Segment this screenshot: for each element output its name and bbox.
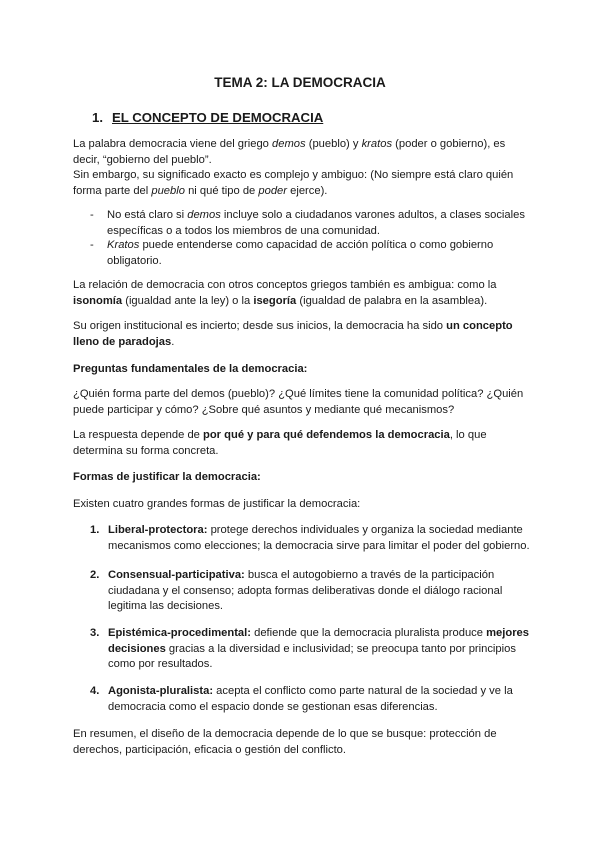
term-demos: demos	[272, 138, 306, 150]
text-run: La relación de democracia con otros conceptos griegos también es ambigua: como la	[73, 279, 497, 291]
paragraph-intro-forms: Existen cuatro grandes formas de justificar la democracia:	[73, 498, 361, 510]
text-run: La respuesta depende de	[73, 429, 204, 441]
page-title: TEMA 2: LA DEMOCRACIA	[214, 75, 386, 90]
text-run: defiende que la democracia pluralista produce	[251, 627, 487, 639]
form-item	[90, 684, 530, 715]
paragraph-paradox	[73, 319, 533, 350]
text-run: (igualdad de palabra en la asamblea).	[296, 294, 488, 307]
bullet-item	[90, 208, 530, 239]
subheading-formas: Formas de justificar la democracia:	[73, 471, 261, 483]
list-number: 1.	[90, 524, 100, 536]
paragraph-answer	[73, 428, 533, 459]
bold-phrase: por qué y para qué defendemos la democracia	[203, 429, 450, 441]
bold-phrase: mejores decisiones	[108, 627, 530, 655]
list-number: 2.	[90, 569, 100, 581]
term-demos: demos	[187, 209, 221, 221]
text-run: protege derechos individuales y organiza la sociedad mediante mecanismos como elecciones; la democracia sirve para limitar el poder del gobierno.	[108, 524, 530, 552]
text-run: (igualdad ante la ley) o la	[122, 294, 254, 307]
bold-phrase: un concepto lleno de paradojas	[73, 320, 513, 348]
term-pueblo: pueblo	[151, 184, 185, 197]
list-number: 3.	[90, 627, 100, 639]
section-heading	[92, 110, 323, 126]
text-run: (pueblo) y	[305, 138, 362, 150]
paragraph-origin	[73, 137, 533, 199]
term-poder: poder	[258, 184, 287, 197]
form-label: Epistémica-procedimental:	[108, 627, 251, 639]
section-title: EL CONCEPTO DE DEMOCRACIA	[112, 110, 324, 125]
form-label: Consensual-participativa:	[108, 569, 245, 581]
text-run: Su origen institucional es incierto; desde sus inicios, la democracia ha sido	[73, 320, 447, 332]
text-run: .	[171, 335, 175, 348]
form-item	[90, 626, 530, 673]
term-isegoria: isegoría	[253, 294, 297, 307]
term-kratos: kratos	[361, 138, 393, 150]
form-item	[90, 568, 530, 615]
text-run: No está claro si	[107, 209, 188, 221]
bullet-marker: -	[90, 239, 94, 251]
bullet-marker: -	[90, 209, 94, 221]
paragraph-questions: ¿Quién forma parte del demos (pueblo)? ¿Qué límites tiene la comunidad política? ¿Quién puede participar y cómo? ¿Sobre qué asuntos y mediante qué mecanismos?	[73, 388, 524, 416]
list-number: 4.	[90, 685, 100, 697]
subheading-preguntas: Preguntas fundamentales de la democracia:	[73, 363, 308, 375]
term-isonomia: isonomía	[73, 294, 123, 307]
text-run: ni qué tipo de	[184, 184, 259, 197]
form-label: Liberal-protectora:	[108, 524, 208, 536]
text-run: ejerce).	[287, 184, 328, 197]
text-run: La palabra democracia viene del griego	[73, 138, 273, 150]
form-item	[90, 523, 530, 554]
text-run: Sin embargo, su significado exacto es complejo y ambiguo: (No siempre está claro quién forma parte del	[73, 169, 514, 197]
text-run: , lo que determina su forma concreta.	[73, 429, 487, 457]
paragraph-concepts	[73, 278, 533, 309]
text-run: incluye solo a ciudadanos varones adultos, a clases sociales específicas o a todos los miembros de una comunidad.	[107, 209, 525, 237]
text-run: busca el autogobierno a través de la participación ciudadana y el consenso; adopta formas deliberativas donde el diálogo racional legitima las decisiones.	[108, 569, 503, 612]
form-label: Agonista-pluralista:	[108, 685, 214, 697]
term-kratos: Kratos	[107, 239, 140, 251]
text-run: puede entenderse como capacidad de acción política o como gobierno obligatorio.	[107, 239, 494, 267]
text-run: gracias a la diversidad e inclusividad; se preocupa tanto por principios como por resultados.	[108, 642, 516, 670]
text-run: (poder o gobierno), es decir, “gobierno del pueblo”.	[73, 138, 506, 166]
section-number: 1.	[92, 110, 103, 125]
text-run: acepta el conflicto como parte natural de la sociedad y ve la democracia como el espacio donde se gestionan esas diferencias.	[108, 685, 513, 713]
paragraph-summary: En resumen, el diseño de la democracia depende de lo que se busque: protección de derechos, participación, eficacia o gestión del conflicto.	[73, 728, 497, 756]
bullet-item	[90, 238, 530, 269]
